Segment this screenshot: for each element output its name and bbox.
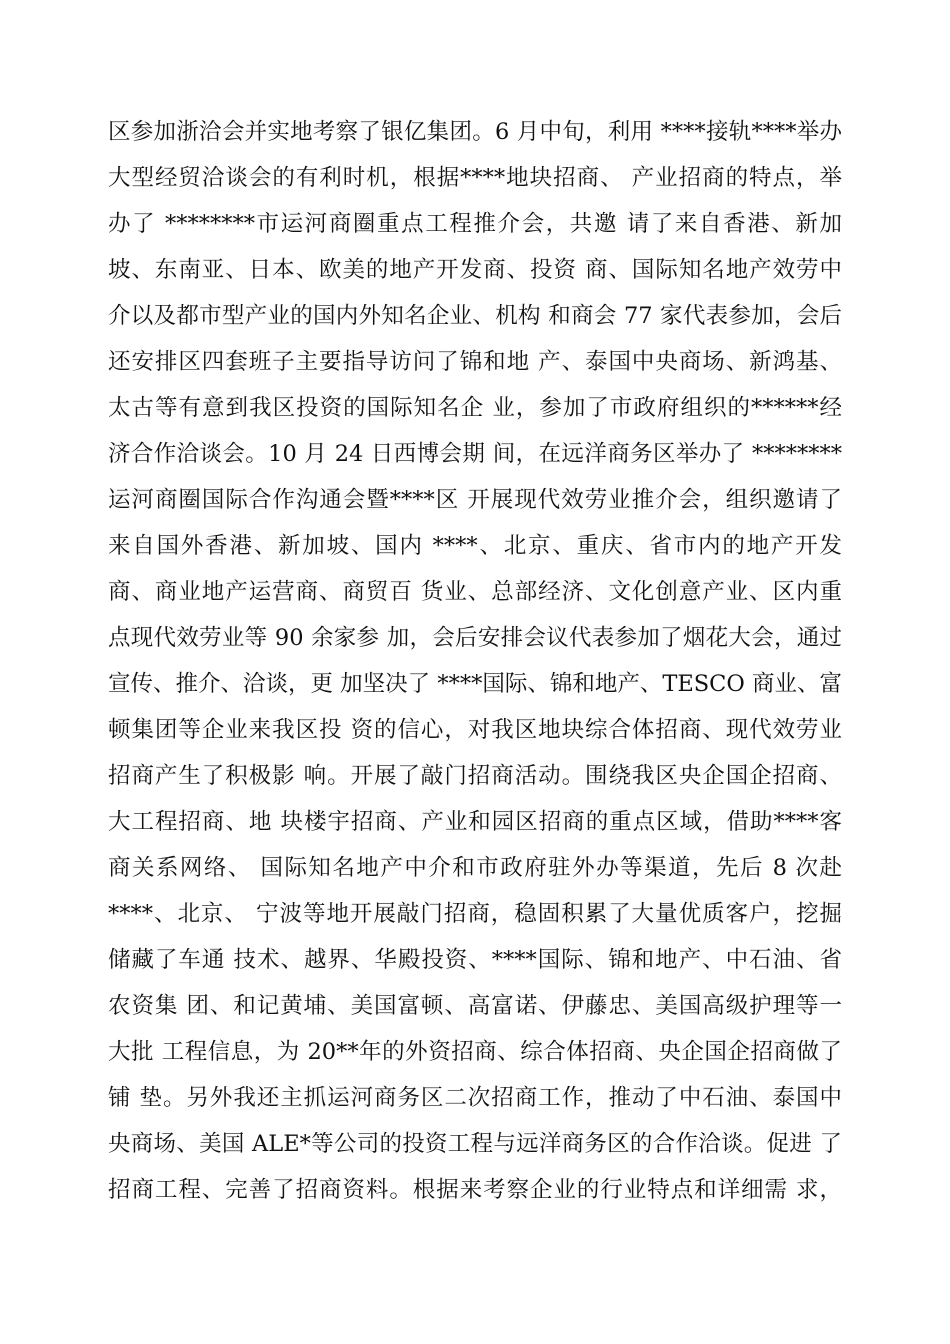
text-line: 来自国外香港、新加坡、国内 ****、北京、重庆、省市内的地产开发 — [108, 533, 842, 559]
text-line: 大型经贸洽谈会的有利时机，根据****地块招商、 产业招商的特点，举 — [108, 165, 842, 191]
text-line: 顿集团等企业来我区投 资的信心，对我区地块综合体招商、现代效劳业 — [108, 717, 842, 743]
text-line: 储藏了车通 技术、越界、华殿投资、****国际、锦和地产、中石油、省 — [108, 947, 842, 973]
text-line: 点现代效劳业等 90 余家参 加，会后安排会议代表参加了烟花大会，通过 — [108, 625, 842, 651]
text-line: ****、北京、 宁波等地开展敲门招商，稳固积累了大量优质客户，挖掘 — [108, 901, 842, 927]
text-line: 济合作洽谈会。10 月 24 日西博会期 间，在远洋商务区举办了 ******** — [108, 441, 842, 467]
text-line: 还安排区四套班子主要指导访问了锦和地 产、泰国中央商场、新鸿基、 — [108, 349, 842, 375]
text-line: 农资集 团、和记黄埔、美国富顿、高富诺、伊藤忠、美国高级护理等一 — [108, 993, 842, 1019]
text-line: 坡、东南亚、日本、欧美的地产开发商、投资 商、国际知名地产效劳中 — [108, 257, 842, 283]
text-line: 太古等有意到我区投资的国际知名企 业，参加了市政府组织的******经 — [108, 395, 842, 421]
text-line: 招商产生了积极影 响。开展了敲门招商活动。围绕我区央企国企招商、 — [108, 763, 842, 789]
text-line: 办了 ********市运河商圈重点工程推介会，共邀 请了来自香港、新加 — [108, 211, 842, 237]
text-line: 商、商业地产运营商、商贸百 货业、总部经济、文化创意产业、区内重 — [108, 579, 842, 605]
text-line: 央商场、美国 ALE*等公司的投资工程与远洋商务区的合作洽谈。促进 了 — [108, 1131, 842, 1157]
text-line: 招商工程、完善了招商资料。根据来考察企业的行业特点和详细需 求， — [108, 1177, 842, 1203]
text-line: 宣传、推介、洽谈，更 加坚决了 ****国际、锦和地产、TESCO 商业、富 — [108, 671, 842, 697]
text-line: 介以及都市型产业的国内外知名企业、机构 和商会 77 家代表参加，会后 — [108, 303, 842, 329]
text-line: 大批 工程信息，为 20**年的外资招商、综合体招商、央企国企招商做了 — [108, 1039, 842, 1065]
text-line: 铺 垫。另外我还主抓运河商务区二次招商工作，推动了中石油、泰国中 — [108, 1085, 842, 1111]
text-line: 大工程招商、地 块楼宇招商、产业和园区招商的重点区域，借助****客 — [108, 809, 842, 835]
text-line: 区参加浙洽会并实地考察了银亿集团。6 月中旬，利用 ****接轨****举办 — [108, 119, 842, 145]
text-line: 运河商圈国际合作沟通会暨****区 开展现代效劳业推介会，组织邀请了 — [108, 487, 842, 513]
text-line: 商关系网络、 国际知名地产中介和市政府驻外办等渠道，先后 8 次赴 — [108, 855, 842, 881]
body-text — [108, 109, 842, 1213]
